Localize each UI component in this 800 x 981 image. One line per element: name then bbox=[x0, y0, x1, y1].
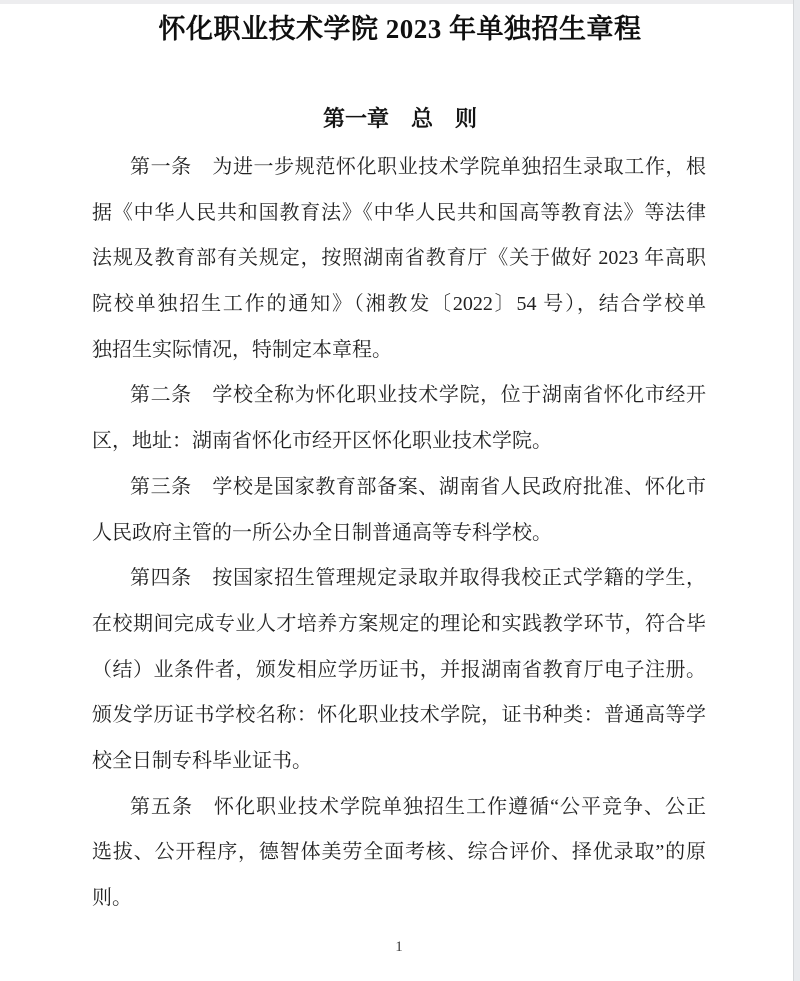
body-text-line: 院校单独招生工作的通知》（湘教发〔2022〕54 号），结合学校单 bbox=[92, 293, 706, 316]
page-number: 1 bbox=[395, 939, 403, 955]
paragraph-article-2 bbox=[92, 373, 706, 464]
body-text-line: 第四条 按国家招生管理规定录取并取得我校正式学籍的学生， bbox=[130, 567, 706, 590]
body-text-line: 第二条 学校全称为怀化职业技术学院，位于湖南省怀化市经开 bbox=[130, 384, 706, 407]
body-text-line: 人民政府主管的一所公办全日制普通高等专科学校。 bbox=[92, 521, 552, 544]
right-edge-strip bbox=[793, 0, 800, 981]
body-text-line: 据《中华人民共和国教育法》《中华人民共和国高等教育法》等法律 bbox=[92, 201, 706, 224]
paragraph-article-3 bbox=[92, 465, 706, 556]
body-text-line: 第五条 怀化职业技术学院单独招生工作遵循“公平竞争、公正 bbox=[130, 795, 706, 818]
paragraph-article-1 bbox=[92, 145, 706, 373]
document-title: 怀化职业技术学院 2023 年单独招生章程 bbox=[158, 14, 642, 44]
document-body bbox=[92, 145, 706, 922]
body-text-line: 在校期间完成专业人才培养方案规定的理论和实践教学环节，符合毕 bbox=[92, 612, 706, 635]
body-text-line: 第一条 为进一步规范怀化职业技术学院单独招生录取工作，根 bbox=[130, 156, 706, 178]
top-edge-strip bbox=[0, 0, 800, 4]
body-text-line: 独招生实际情况，特制定本章程。 bbox=[92, 338, 392, 361]
body-text-line: 颁发学历证书学校名称：怀化职业技术学院，证书种类：普通高等学 bbox=[92, 704, 706, 727]
paragraph-article-4 bbox=[92, 556, 706, 784]
body-text-line: 第三条 学校是国家教育部备案、湖南省人民政府批准、怀化市 bbox=[130, 475, 706, 498]
body-text-line: （结）业条件者，颁发相应学历证书，并报湖南省教育厅电子注册。 bbox=[92, 658, 706, 681]
body-text-line: 区，地址：湖南省怀化市经开区怀化职业技术学院。 bbox=[92, 430, 552, 453]
paragraph-article-5 bbox=[92, 785, 706, 922]
body-text-line: 选拔、公开程序，德智体美劳全面考核、综合评价、择优录取”的原 bbox=[92, 841, 706, 864]
body-text-line: 则。 bbox=[92, 887, 132, 909]
chapter-heading: 第一章 总 则 bbox=[322, 106, 477, 131]
body-text-line: 法规及教育部有关规定，按照湖南省教育厅《关于做好 2023 年高职 bbox=[92, 247, 706, 270]
body-text-line: 校全日制专科毕业证书。 bbox=[92, 749, 312, 772]
